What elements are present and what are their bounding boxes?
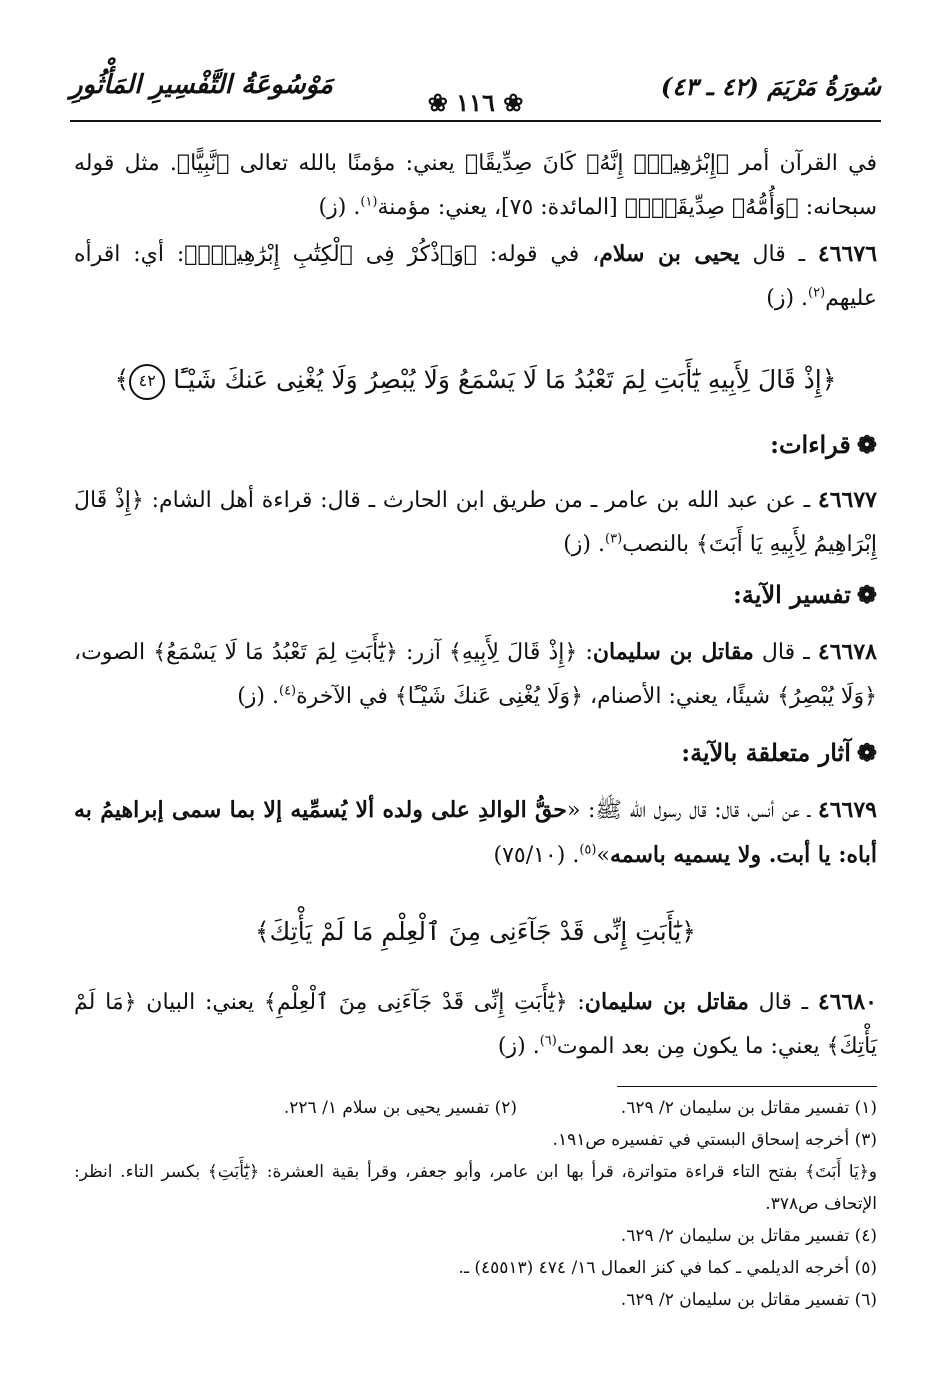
flower-bullet-icon: ❁ (856, 580, 877, 609)
narration-46678: ٤٦٦٧٨ ـ قال مقاتل بن سليمان: ﴿إِذْ قَالَ لِأَبِيهِ﴾ آزر: ﴿يَٰٓأَبَتِ لِمَ تَعْبُدُ مَا لَا يَسْمَعُ﴾ الصوت، ﴿وَلَا يُبْصِرُ﴾ شيئًا، يعني: الأصنام، ﴿وَلَا يُغْنِى عَنكَ شَيْـًٔا﴾ في الآخرة$^{(٤)}$. (ز) (74, 639, 877, 709)
hadith-text: حقُّ الوالدِ على ولده ألا يُسمِّيه إلا بما سمى إبراهيمُ به أباه: يا أبت. ولا يسميه باسمه (74, 797, 877, 868)
footnote-ref: (١) (360, 194, 378, 210)
narration-46677: ٤٦٦٧٧ ـ عن عبد الله بن عامر ـ من طريق ابن الحارث ـ قال: قراءة أهل الشام: ﴿إِذْ قَالَ إِبْرَاهِيمُ لِأَبِيهِ يَا أَبَتَ﴾ بالنصب$^{(٣)}$. (ز) (74, 487, 877, 557)
footnote-ref: (٥) (579, 842, 597, 858)
flower-bullet-icon: ❁ (856, 430, 877, 459)
paragraph-continued: في القرآن أمر ﴿إِبْرَٰهِيمَۚ إِنَّهُۥ كَانَ صِدِّيقًا﴾ يعني: مؤمنًا بالله تعالى ﴿نَّبِيًّا﴾. مثل قوله سبحانه: ﴿وَأُمُّهُۥ صِدِّيقَةٌۖ﴾ [المائدة: ٧٥]، يعني: مؤمنة$^{(١)}$. (ز) (74, 151, 877, 220)
footnote-1: (١) تفسير مقاتل بن سليمان ٢/ ٦٢٩. (620, 1098, 877, 1118)
narration-number: ٤٦٦٧٨ (817, 639, 877, 665)
footnote-divider (617, 1086, 877, 1087)
narration-number: ٤٦٦٧٦ (817, 241, 878, 267)
section-heading-tafsir: ❁تفسير الآية: (733, 580, 877, 609)
footnote-4: (٤) تفسير مقاتل بن سليمان ٢/ ٦٢٩. (620, 1226, 877, 1246)
footnote-ref: (٦) (539, 1033, 557, 1049)
section-heading-athar: ❁آثار متعلقة بالآية: (681, 738, 877, 767)
ayah-number-marker: ٤٢ (129, 364, 165, 400)
narration-number: ٤٦٦٧٩ (817, 797, 877, 823)
narration-46679: ٤٦٦٧٩ ـ عن أنس، قال: قال رسول الله ﷺ: «حقُّ الوالدِ على ولده ألا يُسمِّيه إلا بما سمى إبراهيمُ به أباه: يا أبت. ولا يسميه باسمه»$^{(٥)}$. (٧٥/١٠) (74, 797, 877, 868)
running-header (70, 66, 881, 117)
footnote-3-note: و﴿يَا أَبَتَ﴾ بفتح التاء قراءة متواترة، قرأ بها ابن عامر، وأبو جعفر، وقرأ بقية العشرة: ﴿يَٰٓأَبَتِ﴾ بكسر التاء. انظر: الإتحاف ص٣٧٨. (74, 1162, 877, 1214)
narrator-name: مقاتل بن سليمان (584, 989, 749, 1015)
footnote-ref: (٣) (605, 531, 623, 547)
narrator-name: مقاتل بن سليمان (592, 639, 754, 665)
narrator-name: يحيى بن سلام (599, 241, 740, 267)
narration-number: ٤٦٦٧٧ (817, 487, 877, 513)
surah-title: سُورَةُ مَرْيَمَ (٤٢ ـ ٤٣) (660, 72, 881, 101)
narration-number: ٤٦٦٨٠ (817, 989, 877, 1015)
narration-46680: ٤٦٦٨٠ ـ قال مقاتل بن سليمان: ﴿يَٰٓأَبَتِ إِنِّى قَدْ جَآءَنِى مِنَ ٱلْعِلْمِ﴾ يعني: البيان ﴿مَا لَمْ يَأْتِكَ﴾ يعني: ما يكون مِن بعد الموت$^{(٦)}$. (ز) (74, 989, 877, 1059)
flower-bullet-icon: ❁ (856, 738, 877, 767)
footnote-5: (٥) أخرجه الديلمي ـ كما في كنز العمال ١٦/ ٤٧٤ (٤٥٥١٣) ـ. (458, 1258, 877, 1278)
page-number: ❀ ١١٦ ❀ (427, 88, 524, 117)
footnote-3: (٣) أخرجه إسحاق البستي في تفسيره ص١٩١. (552, 1130, 877, 1150)
header-divider (70, 120, 881, 122)
section-heading-qiraat: ❁قراءات: (770, 430, 877, 459)
footnote-6: (٦) تفسير مقاتل بن سليمان ٢/ ٦٢٩. (620, 1290, 877, 1310)
footnote-ref: (٤) (278, 683, 297, 699)
footnote-2: (٢) تفسير يحيى بن سلام ١/ ٢٢٦. (283, 1098, 517, 1118)
quran-verse-42: ﴿إِذْ قَالَ لِأَبِيهِ يَٰٓأَبَتِ لِمَ تَعْبُدُ مَا لَا يَسْمَعُ وَلَا يُبْصِرُ وَلَا يُغْنِى عَنكَ شَيْـًٔا ٤٢﴾ (74, 360, 877, 400)
book-title: مَوْسُوعَةُ التَّفْسِيرِ المَأْثُورِ (70, 70, 333, 100)
footnote-ref: (٢) (808, 285, 826, 301)
quran-verse-43: ﴿يَٰٓأَبَتِ إِنِّى قَدْ جَآءَنِى مِنَ ٱلْعِلْمِ مَا لَمْ يَأْتِكَ﴾ (255, 917, 696, 946)
narration-46676: ٤٦٦٧٦ ـ قال يحيى بن سلام، في قوله: ﴿وَٱذْكُرْ فِى ٱلْكِتَٰبِ إِبْرَٰهِيمَۚ﴾: أي: اقرأه عليهم$^{(٢)}$. (ز) (74, 241, 878, 311)
